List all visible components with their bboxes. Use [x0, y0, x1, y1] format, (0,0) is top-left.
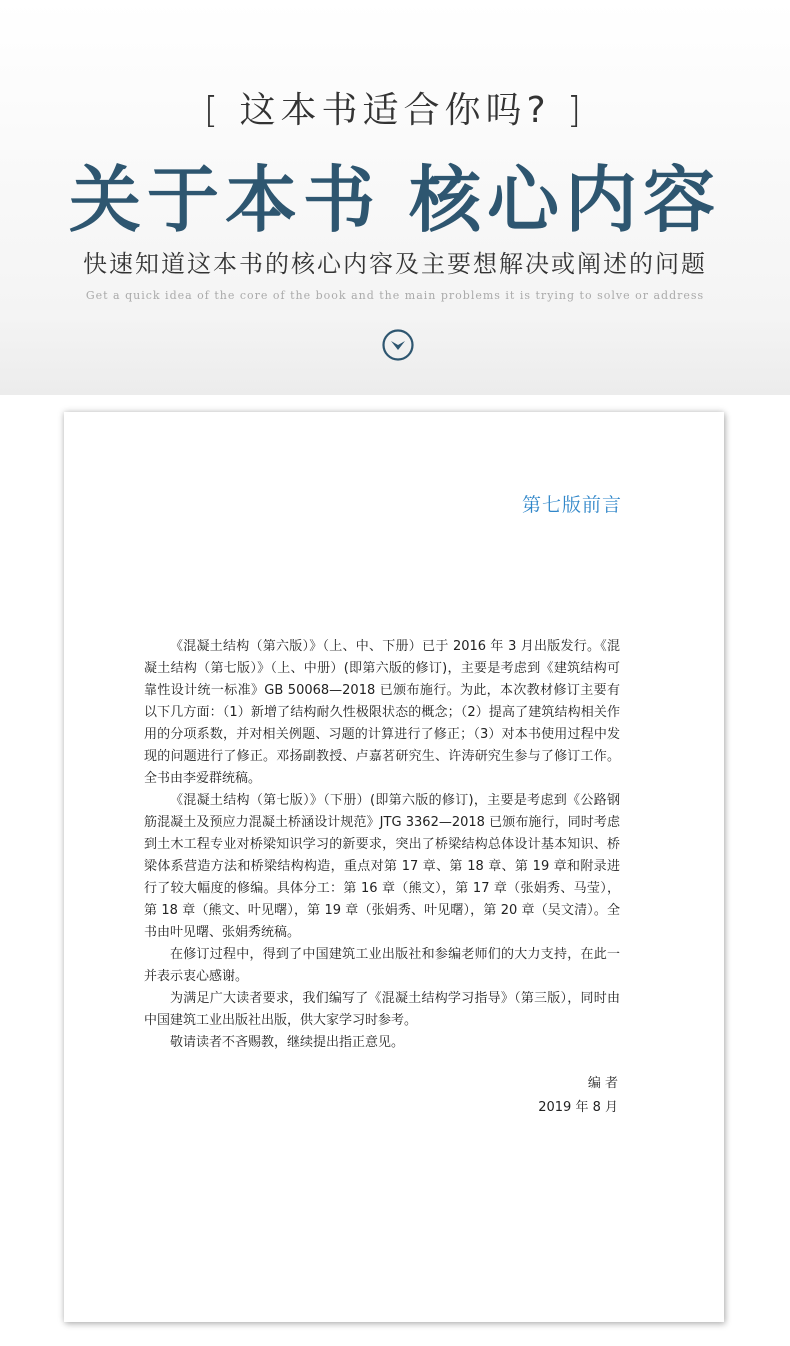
subtitle: 快速知道这本书的核心内容及主要想解决或阐述的问题 [83, 250, 707, 278]
hero-banner [0, 0, 790, 395]
signature: 编 者 [587, 1076, 618, 1091]
chevron-down-circle-icon[interactable] [382, 329, 414, 361]
bracket-left: [ [203, 90, 223, 131]
preface-body [144, 636, 620, 1054]
preface-paragraph: 《混凝土结构（第七版）》（下册）(即第六版的修订)，主要是考虑到《公路钢筋混凝土及预应力混凝土桥涵设计规范》JTG 3362—2018 已颁布施行，同时考虑到土木工程专业对桥梁知识学习的新要求，突出了桥梁结构总体设计基本知识、桥梁体系营造方法和桥梁结构构造，重点对第 17 章、第 18 章、第 19 章和附录进行了较大幅度的修编。具体分工：第 16 章（熊文），第 17 章（张娟秀、马莹），第 18 章（熊文、叶见曙），第 19 章（张娟秀、叶见曙），第 20 章（吴文清）。全书由叶见曙、张娟秀统稿。 [144, 793, 620, 940]
preface-paragraph: 《混凝土结构（第六版）》（上、中、下册）已于 2016 年 3 月出版发行。《混凝土结构（第七版）》（上、中册）(即第六版的修订)，主要是考虑到《建筑结构可靠性设计统一标准》GB 50068—2018 已颁布施行。为此，本次教材修订主要有以下几方面：（1）新增了结构耐久性极限状态的概念；（2）提高了建筑结构相关作用的分项系数，并对相关例题、习题的计算进行了修正；（3）对本书使用过程中发现的问题进行了修正。邓扬副教授、卢嘉茗研究生、许涛研究生参与了修订工作。全书由李爱群统稿。 [144, 639, 620, 786]
main-title-part2: 核心内容 [409, 157, 722, 242]
signature-date: 2019 年 8 月 [538, 1100, 618, 1115]
preface-title: 第七版前言 [521, 494, 622, 516]
preface-paragraph: 为满足广大读者要求，我们编写了《混凝土结构学习指导》（第三版），同时由中国建筑工业出版社出版，供大家学习时参考。 [144, 991, 620, 1028]
bracket-right: ] [567, 90, 587, 131]
preface-paragraph: 敬请读者不吝赐教，继续提出指正意见。 [170, 1035, 405, 1050]
main-title [0, 142, 790, 246]
question-heading [0, 82, 790, 133]
english-subtitle: Get a quick idea of the core of the book and the main problems it is trying to solve or address [85, 289, 705, 302]
main-title-part1: 关于本书 [68, 157, 381, 242]
signature-block [538, 1072, 618, 1120]
preface-paragraph: 在修订过程中，得到了中国建筑工业出版社和参编老师们的大力支持，在此一并表示衷心感谢。 [144, 947, 620, 984]
book-page [64, 412, 724, 1322]
question-text: 这本书适合你吗? [239, 90, 551, 131]
